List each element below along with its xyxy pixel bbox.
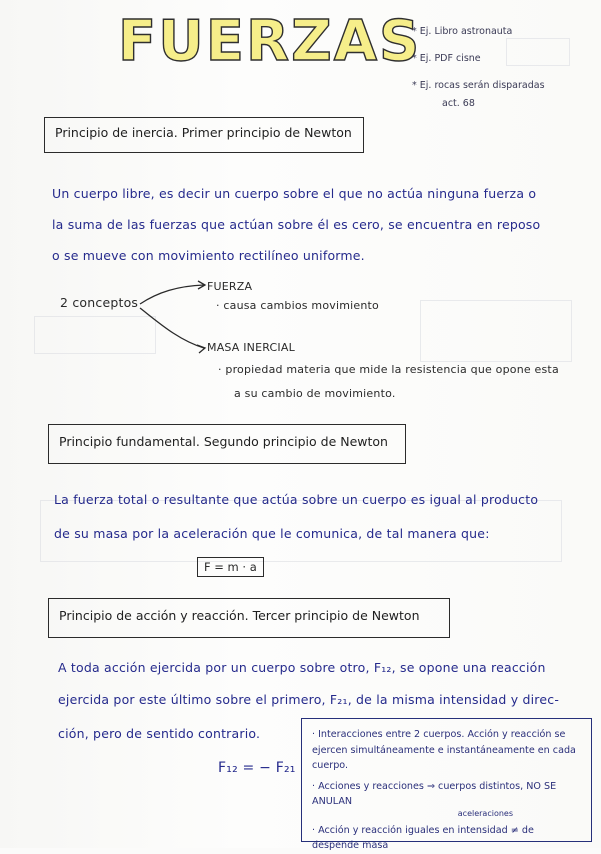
page-title: FUERZAS <box>118 9 422 74</box>
section1-line: Un cuerpo libre, es decir un cuerpo sobre el que no actúa ninguna fuerza o <box>52 186 537 201</box>
formula-f-ma: F = m · a <box>197 557 264 577</box>
concepts-label: 2 conceptos <box>60 295 139 310</box>
formula-f12-f21: F₁₂ = − F₂₁ <box>218 760 296 776</box>
concept-arrows-icon <box>138 278 210 354</box>
section1-heading: Principio de inercia. Primer principio de Newton <box>44 117 364 153</box>
side-note: * Ej. PDF cisne <box>412 53 481 64</box>
section1-line: la suma de las fuerzas que actúan sobre él es cero, se encuentra en reposo <box>52 217 541 232</box>
note-item: · Interacciones entre 2 cuerpos. Acción y reacción se ejercen simultáneamente e instantáneamente en cada cuerpo. <box>312 729 576 771</box>
concept1-title: FUERZA <box>207 280 253 293</box>
note-item: · Acción y reacción iguales en intensidad ≠ de despende masa <box>312 824 534 851</box>
section2-heading: Principio fundamental. Segundo principio de Newton <box>48 424 406 464</box>
section1-line: o se mueve con movimiento rectilíneo uniforme. <box>52 248 365 263</box>
section2-line: de su masa por la aceleración que le comunica, de tal manera que: <box>54 526 490 541</box>
side-note: act. 68 <box>442 98 475 109</box>
section3-line: ejercida por este último sobre el primero, F₂₁, de la misma intensidad y direc- <box>58 692 560 707</box>
section3-heading: Principio de acción y reacción. Tercer principio de Newton <box>48 598 450 638</box>
action-reaction-notes <box>301 718 592 851</box>
concept2-desc: a su cambio de movimiento. <box>234 387 396 400</box>
note-superscript: aceleraciones <box>457 808 513 818</box>
section2-line: La fuerza total o resultante que actúa sobre un cuerpo es igual al producto <box>54 492 539 507</box>
section3-line: A toda acción ejercida por un cuerpo sobre otro, F₁₂, se opone una reacción <box>58 660 546 675</box>
concept2-desc: · propiedad materia que mide la resistencia que opone esta <box>218 363 559 376</box>
section3-line: ción, pero de sentido contrario. <box>58 726 261 741</box>
concept2-title: MASA INERCIAL <box>207 341 295 354</box>
ghost-box <box>420 300 572 362</box>
side-note: * Ej. rocas serán disparadas <box>412 80 545 91</box>
side-notes <box>412 18 545 109</box>
side-note: * Ej. Libro astronauta <box>412 26 513 37</box>
concept1-desc: · causa cambios movimiento <box>216 299 379 312</box>
note-item: · Acciones y reacciones ⇒ cuerpos distintos, NO SE ANULAN <box>312 780 557 807</box>
